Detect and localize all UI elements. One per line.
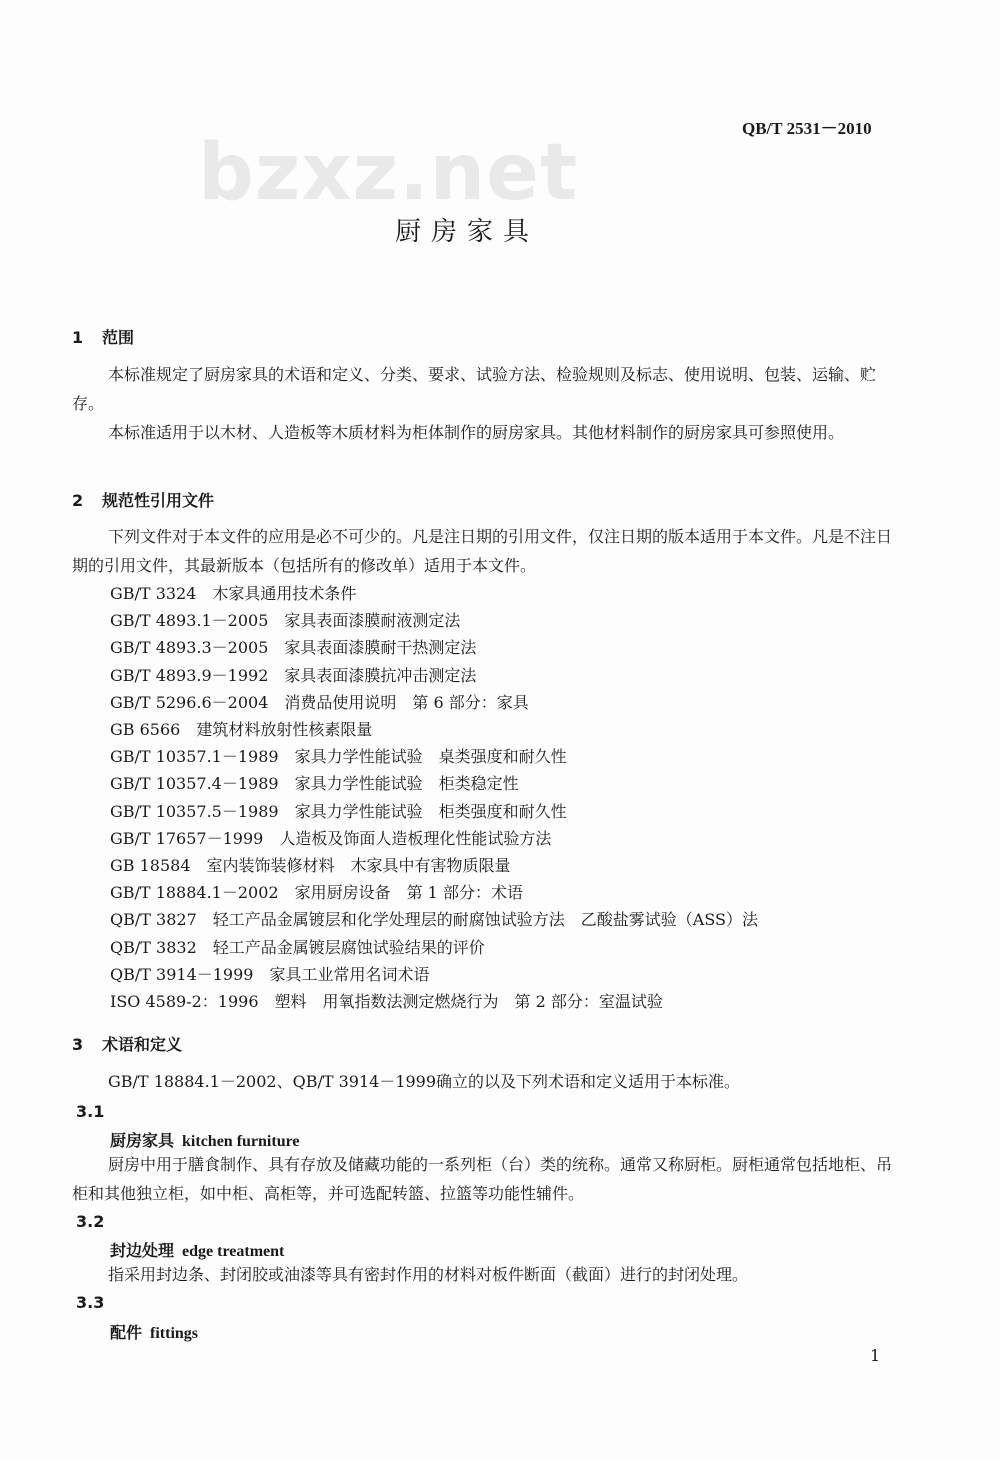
reference-subtitle: 第 6 部分：家具 <box>412 693 529 712</box>
reference-title: 建筑材料放射性核素限量 <box>196 720 373 739</box>
term-heading <box>110 1128 300 1151</box>
reference-code: GB/T 4893.9－1992 <box>110 666 269 685</box>
reference-subtitle: 柜类稳定性 <box>438 774 519 793</box>
reference-code: GB/T 10357.1－1989 <box>110 747 279 766</box>
reference-code: ISO 4589-2：1996 <box>110 992 259 1011</box>
reference-title: 家具力学性能试验 <box>294 802 423 821</box>
reference-subtitle: 木家具中有害物质限量 <box>350 856 511 875</box>
reference-code: QB/T 3914－1999 <box>110 965 254 984</box>
section-1-heading <box>72 325 134 348</box>
reference-code: QB/T 3832 <box>110 938 197 957</box>
reference-item <box>110 663 476 686</box>
document-title: 厨房家具 <box>395 217 540 247</box>
reference-item <box>110 962 429 985</box>
reference-item <box>110 690 529 713</box>
term-en: kitchen furniture <box>182 1133 300 1150</box>
reference-title: 轻工产品金属镀层和化学处理层的耐腐蚀试验方法 <box>212 910 565 929</box>
term-definition <box>72 1150 902 1208</box>
term-zh: 封边处理 <box>110 1241 175 1260</box>
reference-item <box>110 717 372 740</box>
section-3-intro: GB/T 18884.1－2002、QB/T 3914－1999确立的以及下列术语和定义适用于本标准。 <box>108 1072 741 1091</box>
reference-title: 消费品使用说明 <box>284 693 397 712</box>
reference-code: GB/T 5296.6－2004 <box>110 693 269 712</box>
reference-code: GB 18584 <box>110 856 191 875</box>
reference-title: 室内装饰装修材料 <box>206 856 335 875</box>
reference-subtitle: 乙酸盐雾试验（ASS）法 <box>580 910 758 929</box>
reference-code: GB/T 10357.4－1989 <box>110 774 279 793</box>
section-2-heading <box>72 488 214 511</box>
reference-item <box>110 935 485 958</box>
section-title: 术语和定义 <box>102 1035 183 1054</box>
reference-title: 木家具通用技术条件 <box>212 584 357 603</box>
term-en: edge treatment <box>182 1243 285 1260</box>
reference-item <box>110 771 519 794</box>
reference-title: 家具力学性能试验 <box>294 747 423 766</box>
reference-title: 家用厨房设备 <box>294 883 391 902</box>
reference-item <box>110 989 663 1012</box>
reference-code: GB/T 4893.1－2005 <box>110 611 269 630</box>
section-title: 范围 <box>102 328 135 347</box>
reference-title: 轻工产品金属镀层腐蚀试验结果的评价 <box>212 938 485 957</box>
reference-code: GB/T 17657－1999 <box>110 829 264 848</box>
section-number: 2 <box>72 491 84 510</box>
reference-code: GB/T 18884.1－2002 <box>110 883 279 902</box>
reference-subtitle: 第 1 部分：术语 <box>406 883 523 902</box>
clause-number: 3.1 <box>76 1102 105 1121</box>
reference-subtitle: 柜类强度和耐久性 <box>438 802 567 821</box>
reference-item <box>110 744 567 767</box>
reference-item <box>110 907 758 930</box>
reference-title: 塑料 <box>274 992 307 1011</box>
term-definition: 指采用封边条、封闭胶或油漆等具有密封作用的材料对板件断面（截面）进行的封闭处理。 <box>108 1265 749 1284</box>
term-en: fittings <box>150 1325 199 1342</box>
term-heading <box>110 1238 284 1261</box>
term-zh: 配件 <box>110 1323 143 1342</box>
term-definition-text: 厨房中用于膳食制作、具有存放及储藏功能的一系列柜（台）类的统称。通常又称厨柜。厨柜通常包括地柜、吊柜和其他独立柜，如中柜、高柜等，并可选配转篮、拉篮等功能性辅件。 <box>72 1155 893 1203</box>
section-3-heading <box>72 1032 182 1055</box>
term-heading <box>110 1320 198 1343</box>
reference-subtitle: 用氧指数法测定燃烧行为 第 2 部分：室温试验 <box>322 992 663 1011</box>
reference-code: GB/T 3324 <box>110 584 197 603</box>
clause-number: 3.2 <box>76 1212 105 1231</box>
reference-item <box>110 608 460 631</box>
section-number: 3 <box>72 1035 84 1054</box>
reference-code: GB/T 10357.5－1989 <box>110 802 279 821</box>
reference-title: 人造板及饰面人造板理化性能试验方法 <box>279 829 552 848</box>
reference-code: QB/T 3827 <box>110 910 197 929</box>
section-number: 1 <box>72 328 84 347</box>
reference-subtitle: 桌类强度和耐久性 <box>438 747 567 766</box>
clause-number: 3.3 <box>76 1293 105 1312</box>
reference-title: 家具力学性能试验 <box>294 774 423 793</box>
section-1-paragraph-1: 本标准规定了厨房家具的术语和定义、分类、要求、试验方法、检验规则及标志、使用说明、包装、运输、贮存。 <box>72 365 877 413</box>
page-number: 1 <box>870 1346 881 1365</box>
reference-item <box>110 799 567 822</box>
reference-title: 家具表面漆膜耐干热测定法 <box>284 638 477 657</box>
section-title: 规范性引用文件 <box>102 491 215 510</box>
reference-code: GB 6566 <box>110 720 181 739</box>
section-2-intro: 下列文件对于本文件的应用是必不可少的。凡是注日期的引用文件，仅注日期的版本适用于本文件。凡是不注日期的引用文件，其最新版本（包括所有的修改单）适用于本文件。 <box>72 527 893 575</box>
reference-item <box>110 635 476 658</box>
section-1-paragraph-2: 本标准适用于以木材、人造板等木质材料为柜体制作的厨房家具。其他材料制作的厨房家具可参照使用。 <box>108 423 845 442</box>
reference-title: 家具工业常用名词术语 <box>269 965 430 984</box>
reference-item <box>110 880 523 903</box>
reference-item <box>110 581 356 604</box>
reference-item <box>110 853 511 876</box>
term-zh: 厨房家具 <box>110 1131 175 1150</box>
reference-title: 家具表面漆膜耐液测定法 <box>284 611 461 630</box>
reference-title: 家具表面漆膜抗冲击测定法 <box>284 666 477 685</box>
watermark: bzxz.net <box>198 128 579 218</box>
reference-item <box>110 826 551 849</box>
reference-code: GB/T 4893.3－2005 <box>110 638 269 657</box>
standard-number: QB/T 2531－2010 <box>742 119 872 138</box>
